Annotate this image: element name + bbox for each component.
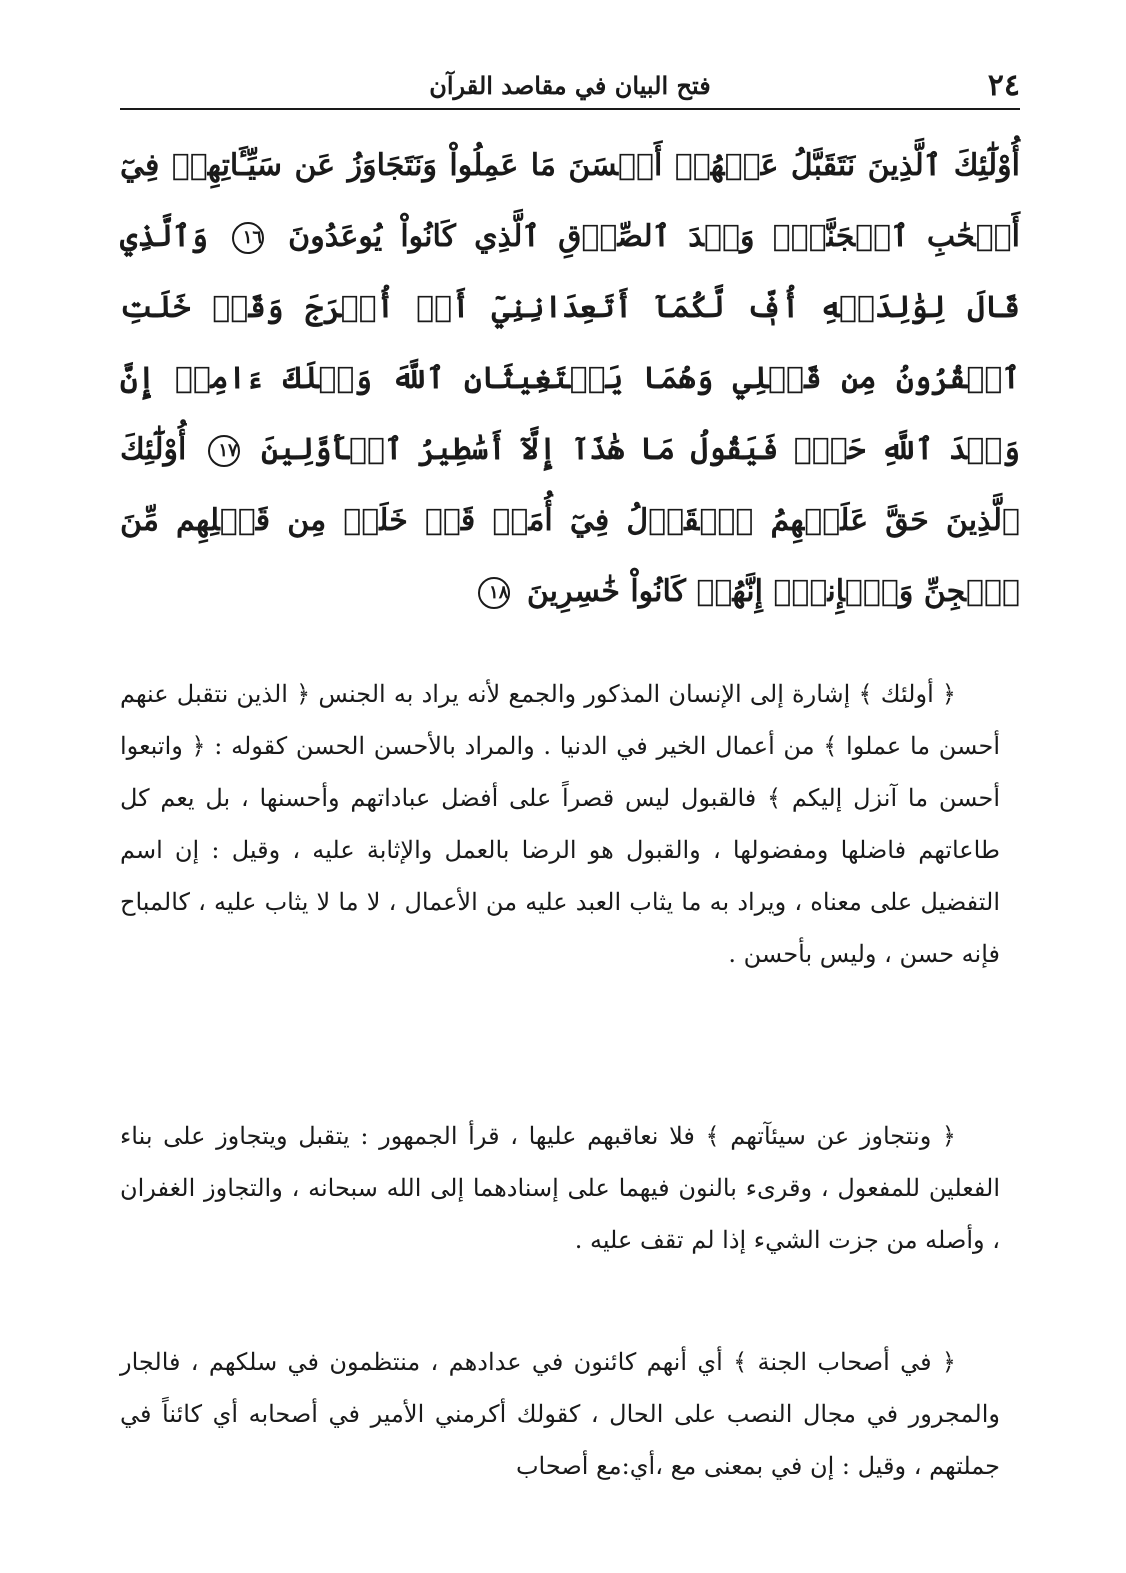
commentary-paragraph: [120, 1336, 1000, 1492]
commentary-paragraph: [120, 1110, 1000, 1266]
commentary-text: ﴿ أولئك ﴾ إشارة إلى الإنسان المذكور والجمع لأنه يراد به الجنس ﴿ الذين نتقبل عنهم أحسن ما عملوا ﴾ من أعمال الخير في الدنيا . والمراد بالأحسن الحسن كقوله : ﴿ واتبعوا أحسن ما آنزل إليكم ﴾ فالقبول ليس قصراً على أفضل عباداتهم وأحسنها ، بل يعم كل طاعاتهم فاضلها ومفضولها ، والقبول هو الرضا بالعمل والإثابة عليه ، وقيل : إن اسم التفضيل على معناه ، ويراد به ما يثاب العبد عليه من الأعمال ، لا ما لا يثاب عليه ، كالمباح فإنه حسن ، وليس بأحسن .: [120, 680, 1001, 968]
quran-verses: [120, 130, 1020, 627]
verse-text: أُوْلَٰٓئِكَ ٱلَّذِينَ حَقَّ عَلَيۡهِمُ ٱلۡقَوۡلُ فِيٓ أُمَمٖ قَدۡ خَلَتۡ مِن قَبۡلِهِم مِّنَ ٱلۡجِنِّ وَٱلۡإِنسِۖ إِنَّهُمۡ كَانُواْ خَٰسِرِينَ: [120, 432, 1020, 609]
running-title: فتح البيان في مقاصد القرآن: [429, 71, 711, 100]
verse-text: أُوْلَٰٓئِكَ ٱلَّذِينَ نَتَقَبَّلُ عَنۡهُمۡ أَحۡسَنَ مَا عَمِلُواْ وَنَتَجَاوَزُ عَن سَيِّـَٔاتِهِمۡ فِيٓ أَصۡحَٰبِ ٱلۡجَنَّةِۖ وَعۡدَ ٱلصِّدۡقِ ٱلَّذِي كَانُواْ يُوعَدُونَ: [120, 148, 1020, 254]
verse-number-marker: ١٦: [232, 222, 264, 254]
commentary-text: ﴿ في أصحاب الجنة ﴾ أي أنهم كائنون في عدادهم ، منتظمون في سلكهم ، فالجار والمجرور في مجال النصب على الحال ، كقولك أكرمني الأمير في أصحابه أي كائناً في جملتهم ، وقيل : إن في بمعنى مع ،أي:مع أصحاب: [120, 1348, 1000, 1480]
verse-number-marker: ١٧: [208, 435, 240, 467]
verse-number-marker: ١٨: [478, 577, 510, 609]
header-rule: [120, 108, 1020, 110]
commentary-paragraph: [120, 668, 1000, 980]
verse-text: وَٱلَّذِي قَالَ لِوَٰلِدَيۡهِ أُفّٖ لَّكُمَآ أَتَعِدَانِنِيٓ أَنۡ أُخۡرَجَ وَقَدۡ خَلَتِ ٱلۡقُرُونُ مِن قَبۡلِي وَهُمَا يَسۡتَغِيثَانِ ٱللَّهَ وَيۡلَكَ ءَامِنۡ إِنَّ وَعۡدَ ٱللَّهِ حَقّٞ فَيَقُولُ مَا هَٰذَآ إِلَّآ أَسَٰطِيرُ ٱلۡأَوَّلِينَ: [120, 219, 1020, 467]
page-number: ٢٤: [987, 68, 1020, 103]
page-header: [120, 66, 1020, 106]
commentary-text: ﴿ ونتجاوز عن سيئآتهم ﴾ فلا نعاقبهم عليها ، قرأ الجمهور : يتقبل ويتجاوز على بناء الفعلين للمفعول ، وقرىء بالنون فيهما على إسنادهما إلى الله سبحانه ، والتجاوز الغفران ، وأصله من جزت الشيء إذا لم تقف عليه .: [120, 1122, 1000, 1254]
